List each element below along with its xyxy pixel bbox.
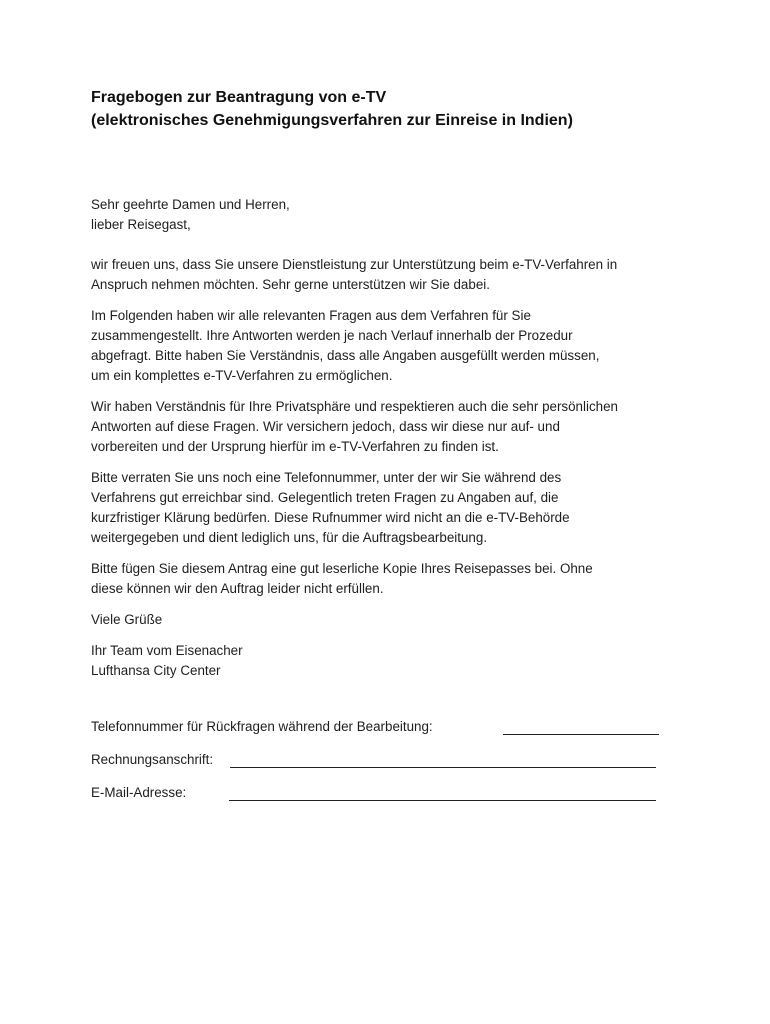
billing-label: Rechnungsanschrift: xyxy=(91,752,214,767)
phone-field-row xyxy=(91,717,671,737)
paragraph-line: zusammengestellt. Ihre Antworten werden je nach Verlauf innerhalb der Prozedur xyxy=(91,328,573,343)
paragraph-line: Verfahrens gut erreichbar sind. Gelegentlich treten Fragen zu Angaben auf, die xyxy=(91,490,559,505)
paragraph-line: diese können wir den Auftrag leider nicht erfüllen. xyxy=(91,581,384,596)
title-line-1: Fragebogen zur Beantragung von e-TV xyxy=(91,89,387,106)
paragraph-line: Bitte fügen Sie diesem Antrag eine gut leserliche Kopie Ihres Reisepasses bei. Ohne xyxy=(91,561,593,576)
salutation-line: Sehr geehrte Damen und Herren, xyxy=(91,197,290,212)
document-title xyxy=(91,86,731,132)
title-line-2: (elektronisches Genehmigungsverfahren zur Einreise in Indien) xyxy=(91,112,573,129)
paragraph-line: Anspruch nehmen möchten. Sehr gerne unterstützen wir Sie dabei. xyxy=(91,277,490,292)
paragraph-line: Antworten auf diese Fragen. Wir versichern jedoch, dass wir diese nur auf- und xyxy=(91,419,560,434)
salutation xyxy=(91,195,691,235)
paragraph-line: um ein komplettes e-TV-Verfahren zu ermöglichen. xyxy=(91,368,393,383)
signature-line: Lufthansa City Center xyxy=(91,663,221,678)
signature xyxy=(91,641,691,681)
closing-line: Viele Grüße xyxy=(91,612,163,627)
paragraph-line: weitergegeben und dient lediglich uns, für die Auftragsbearbeitung. xyxy=(91,530,488,545)
paragraph-line: wir freuen uns, dass Sie unsere Dienstleistung zur Unterstützung beim e-TV-Verfahren in xyxy=(91,257,618,272)
contact-form xyxy=(91,717,671,816)
phone-field[interactable] xyxy=(503,734,659,735)
salutation-line: lieber Reisegast, xyxy=(91,217,191,232)
paragraph-passport xyxy=(91,559,691,599)
billing-address-field[interactable] xyxy=(230,767,656,768)
email-field-row xyxy=(91,783,671,803)
letter-body xyxy=(91,195,691,692)
paragraph-line: Im Folgenden haben wir alle relevanten Fragen aus dem Verfahren für Sie xyxy=(91,308,531,323)
paragraph-phone xyxy=(91,468,691,548)
paragraph-line: abgefragt. Bitte haben Sie Verständnis, dass alle Angaben ausgefüllt werden müssen, xyxy=(91,348,600,363)
paragraph-intro xyxy=(91,255,691,295)
paragraph-line: kurzfristiger Klärung bedürfen. Diese Rufnummer wird nicht an die e-TV-Behörde xyxy=(91,510,570,525)
paragraph-line: Wir haben Verständnis für Ihre Privatsphäre und respektieren auch die sehr persönlichen xyxy=(91,399,618,414)
billing-field-row xyxy=(91,750,671,770)
paragraph-line: Bitte verraten Sie uns noch eine Telefonnummer, unter der wir Sie während des xyxy=(91,470,562,485)
closing xyxy=(91,610,691,630)
paragraph-privacy xyxy=(91,397,691,457)
email-field[interactable] xyxy=(229,800,656,801)
paragraph-line: vorbereiten und der Ursprung hierfür im e-TV-Verfahren zu finden ist. xyxy=(91,439,499,454)
signature-line: Ihr Team vom Eisenacher xyxy=(91,643,243,658)
paragraph-questions xyxy=(91,306,691,386)
phone-label: Telefonnummer für Rückfragen während der Bearbeitung: xyxy=(91,719,433,734)
email-label: E-Mail-Adresse: xyxy=(91,785,187,800)
